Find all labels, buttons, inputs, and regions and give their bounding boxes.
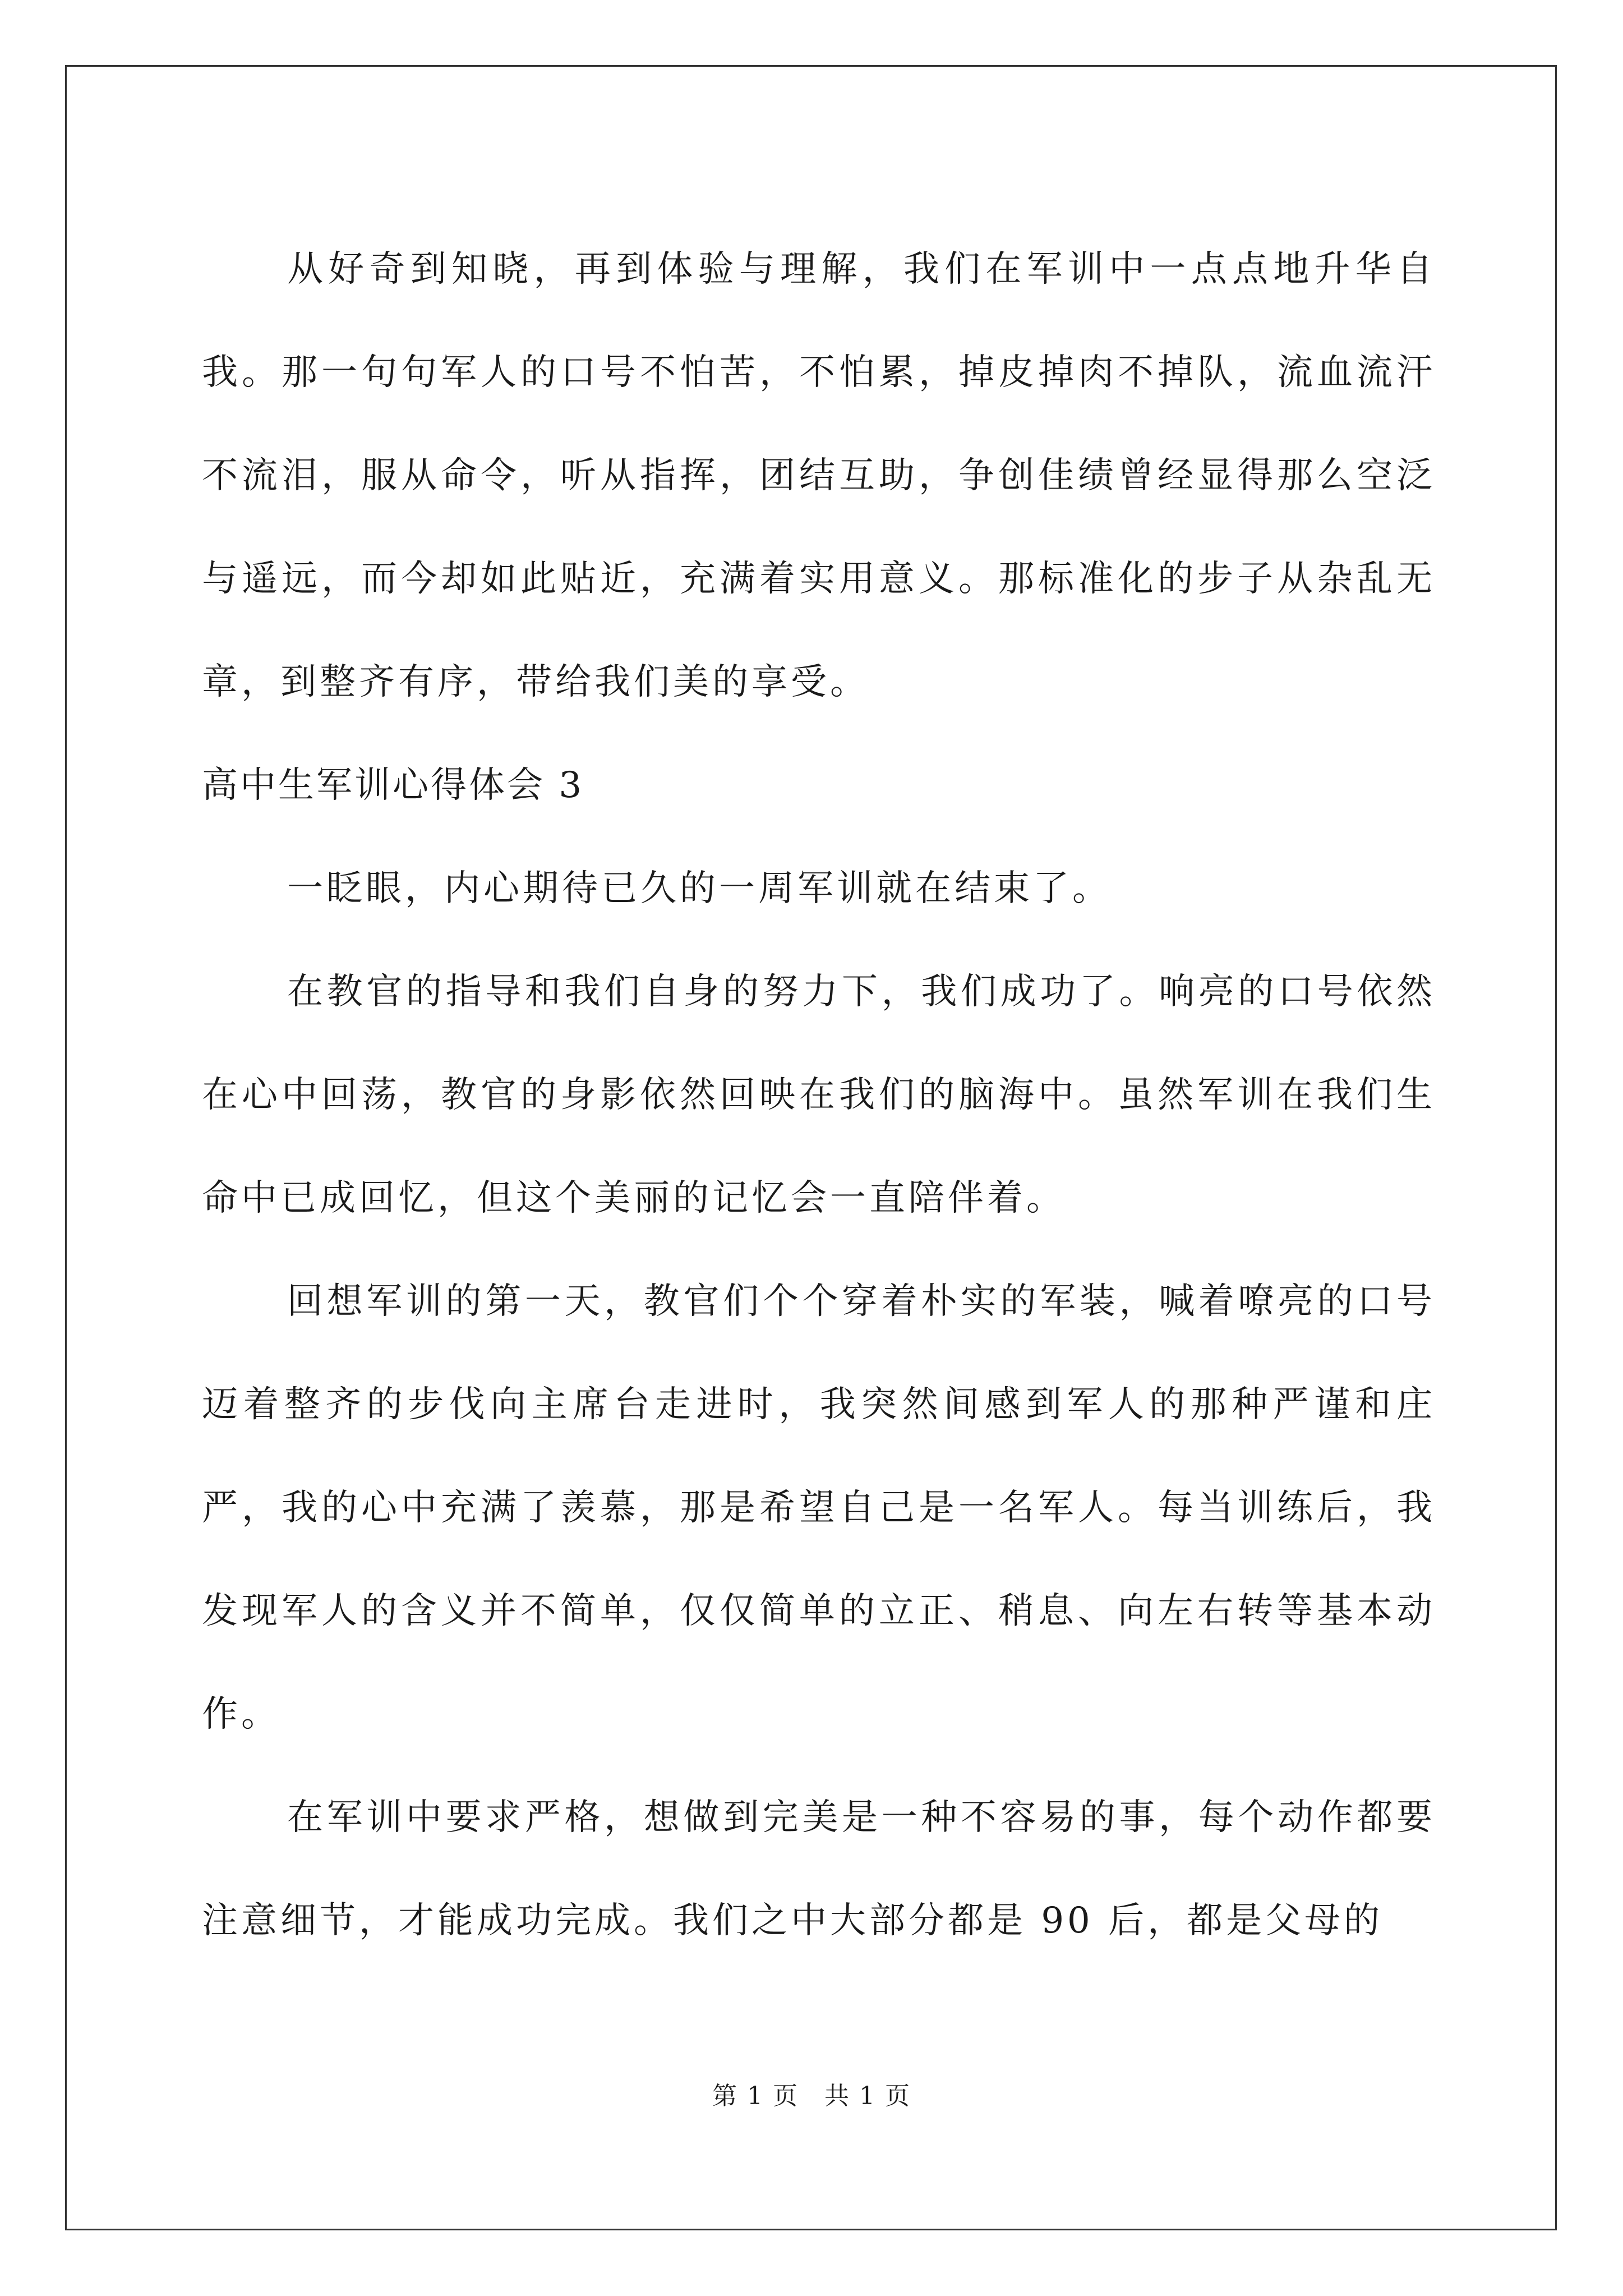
body-paragraph: 在教官的指导和我们自身的努力下，我们成功了。响亮的口号依然在心中回荡，教官的身影依然回映在我们的脑海中。虽然军训在我们生命中已成回忆，但这个美丽的记忆会一直陪伴着。: [202, 971, 1436, 1219]
document-body: [202, 218, 1436, 1972]
body-paragraph: 从好奇到知晓，再到体验与理解，我们在军训中一点点地升华自我。那一句句军人的口号不怕苦，不怕累，掉皮掉肉不掉队，流血流汗不流泪，服从命令，听从指挥，团结互助，争创佳绩曾经显得那么空泛与遥远，而今却如此贴近，充满着实用意义。那标准化的步子从杂乱无章，到整齐有序，带给我们美的享受。: [202, 249, 1436, 703]
body-paragraph: 在军训中要求严格，想做到完美是一种不容易的事，每个动作都要注意细节，才能成功完成。我们之中大部分都是 90 后，都是父母的: [202, 1797, 1436, 1941]
body-paragraph: 回想军训的第一天，教官们个个穿着朴实的军装，喊着嘹亮的口号迈着整齐的步伐向主席台走进时，我突然间感到军人的那种严谨和庄严，我的心中充满了羡慕，那是希望自己是一名军人。每当训练后，我发现军人的含义并不简单，仅仅简单的立正、稍息、向左右转等基本动作。: [202, 1281, 1436, 1735]
page-number-footer: 第 1 页 共 1 页: [712, 2082, 911, 2110]
section-heading: 高中生军训心得体会 3: [202, 765, 584, 806]
body-paragraph: 一眨眼，内心期待已久的一周军训就在结束了。: [287, 868, 1112, 909]
